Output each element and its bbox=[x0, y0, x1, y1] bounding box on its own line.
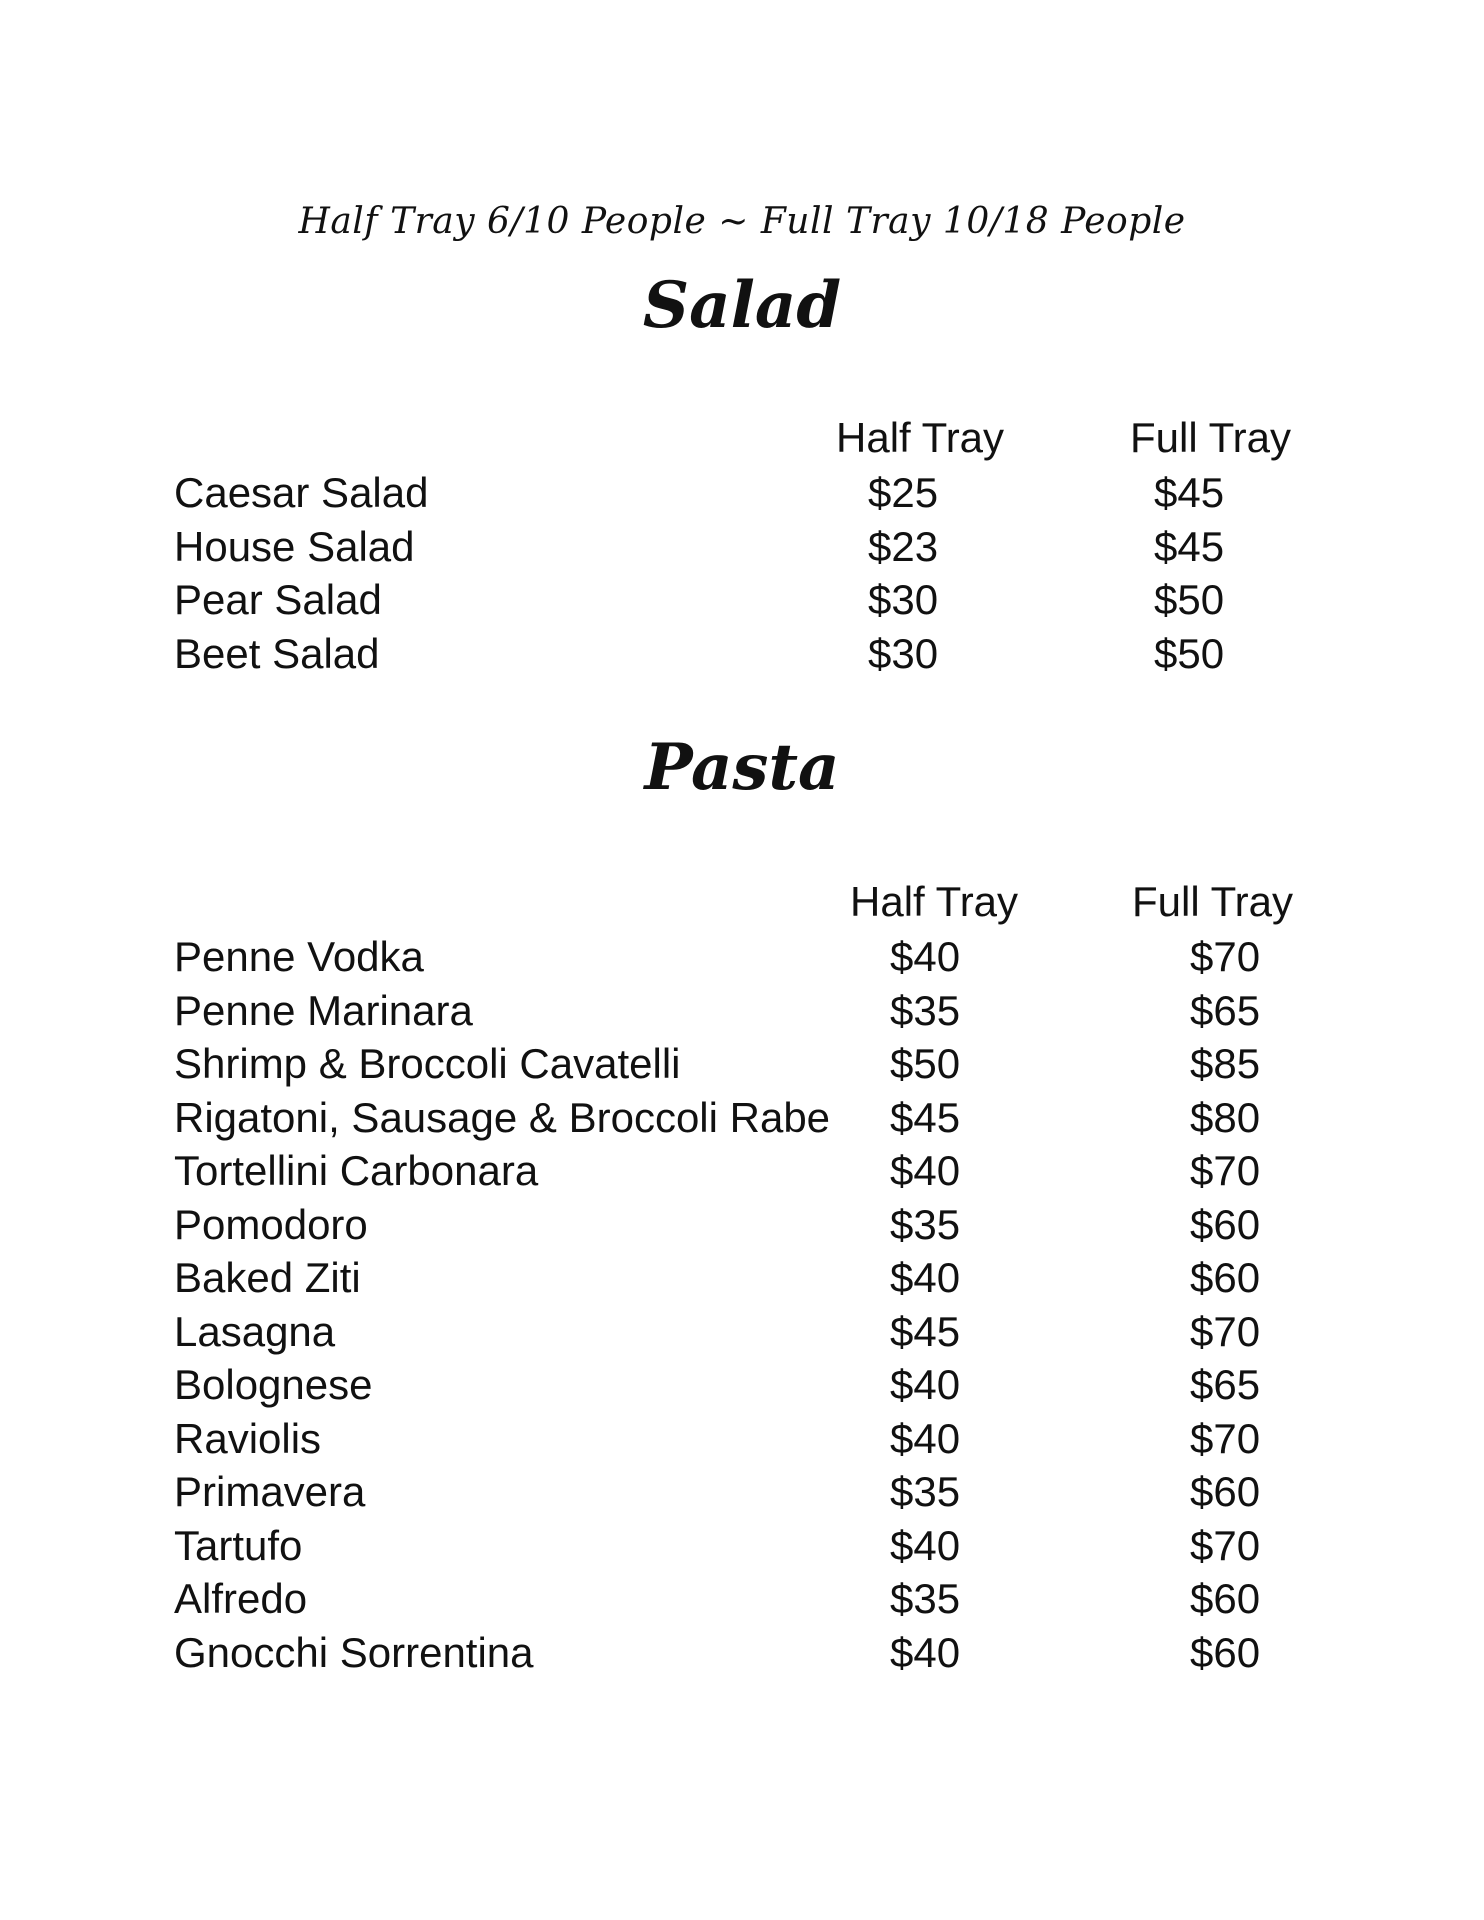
half-tray-price: $35 bbox=[890, 1200, 961, 1248]
pasta-half-tray-header: Half Tray bbox=[850, 878, 1019, 925]
menu-item-row bbox=[0, 1519, 1484, 1573]
full-tray-price: $70 bbox=[1190, 1307, 1261, 1355]
half-tray-price: $25 bbox=[868, 469, 939, 516]
full-tray-price: $45 bbox=[1154, 469, 1225, 516]
full-tray-price: $60 bbox=[1190, 1575, 1261, 1622]
half-tray-price: $23 bbox=[868, 522, 939, 570]
pasta-full-tray-header: Full Tray bbox=[1132, 878, 1294, 925]
full-tray-price: $60 bbox=[1190, 1200, 1261, 1248]
half-tray-price: $40 bbox=[890, 933, 961, 980]
tray-size-tagline: Half Tray 6/10 People ~ Full Tray 10/18 People bbox=[298, 201, 1186, 242]
full-tray-price: $45 bbox=[1154, 522, 1225, 570]
menu-item-name: Pear Salad bbox=[174, 576, 382, 623]
menu-item-row bbox=[0, 1091, 1484, 1145]
half-tray-price: $45 bbox=[890, 1307, 961, 1355]
menu-item-row bbox=[0, 627, 1484, 681]
half-tray-price: $45 bbox=[890, 1093, 961, 1141]
menu-item-row bbox=[0, 1198, 1484, 1252]
menu-item-row bbox=[0, 930, 1484, 984]
menu-item-row bbox=[0, 1465, 1484, 1519]
menu-item-name: Tartufo bbox=[174, 1521, 303, 1569]
menu-item-name: House Salad bbox=[174, 522, 415, 570]
menu-item-row bbox=[0, 984, 1484, 1038]
half-tray-price: $35 bbox=[890, 986, 961, 1034]
full-tray-price: $60 bbox=[1190, 1468, 1261, 1515]
menu-item-row bbox=[0, 1305, 1484, 1359]
full-tray-price: $80 bbox=[1190, 1093, 1261, 1141]
half-tray-price: $35 bbox=[890, 1575, 961, 1622]
half-tray-price: $30 bbox=[868, 576, 939, 623]
menu-item-name: Lasagna bbox=[174, 1307, 336, 1355]
menu-item-name: Tortellini Carbonara bbox=[174, 1147, 539, 1194]
full-tray-price: $60 bbox=[1190, 1628, 1261, 1676]
menu-item-row bbox=[0, 466, 1484, 520]
menu-item-name: Penne Marinara bbox=[174, 986, 473, 1034]
menu-item-name: Bolognese bbox=[174, 1361, 373, 1408]
menu-item-name: Primavera bbox=[174, 1468, 366, 1515]
menu-item-name: Shrimp & Broccoli Cavatelli bbox=[174, 1040, 681, 1087]
full-tray-price: $70 bbox=[1190, 933, 1261, 980]
menu-item-row bbox=[0, 1144, 1484, 1198]
full-tray-price: $60 bbox=[1190, 1254, 1261, 1301]
half-tray-price: $40 bbox=[890, 1628, 961, 1676]
menu-item-name: Beet Salad bbox=[174, 629, 380, 677]
menu-item-name: Baked Ziti bbox=[174, 1254, 361, 1301]
half-tray-price: $35 bbox=[890, 1468, 961, 1515]
full-tray-price: $65 bbox=[1190, 986, 1261, 1034]
half-tray-price: $30 bbox=[868, 629, 939, 677]
pasta-section-title: Pasta bbox=[644, 730, 840, 805]
full-tray-price: $65 bbox=[1190, 1361, 1261, 1408]
menu-item-name: Gnocchi Sorrentina bbox=[174, 1628, 534, 1676]
menu-item-name: Caesar Salad bbox=[174, 469, 429, 516]
salad-full-tray-header: Full Tray bbox=[1130, 414, 1292, 461]
full-tray-price: $70 bbox=[1190, 1521, 1261, 1569]
half-tray-price: $40 bbox=[890, 1414, 961, 1462]
full-tray-price: $50 bbox=[1154, 629, 1225, 677]
salad-menu-list bbox=[0, 466, 1484, 680]
menu-item-row bbox=[0, 573, 1484, 627]
half-tray-price: $50 bbox=[890, 1040, 961, 1087]
half-tray-price: $40 bbox=[890, 1147, 961, 1194]
salad-section-title: Salad bbox=[642, 268, 842, 343]
menu-item-row bbox=[0, 1626, 1484, 1680]
menu-item-row bbox=[0, 1251, 1484, 1305]
menu-item-name: Rigatoni, Sausage & Broccoli Rabe bbox=[174, 1093, 831, 1141]
full-tray-price: $70 bbox=[1190, 1147, 1261, 1194]
half-tray-price: $40 bbox=[890, 1254, 961, 1301]
menu-item-row bbox=[0, 1358, 1484, 1412]
full-tray-price: $70 bbox=[1190, 1414, 1261, 1462]
menu-item-name: Alfredo bbox=[174, 1575, 308, 1622]
menu-item-row bbox=[0, 1412, 1484, 1466]
menu-item-row bbox=[0, 1037, 1484, 1091]
full-tray-price: $85 bbox=[1190, 1040, 1261, 1087]
half-tray-price: $40 bbox=[890, 1361, 961, 1408]
menu-item-name: Raviolis bbox=[174, 1414, 322, 1462]
menu-item-row bbox=[0, 520, 1484, 574]
pasta-menu-list bbox=[0, 930, 1484, 1679]
full-tray-price: $50 bbox=[1154, 576, 1225, 623]
menu-item-name: Pomodoro bbox=[174, 1200, 368, 1248]
menu-item-name: Penne Vodka bbox=[174, 933, 424, 980]
salad-half-tray-header: Half Tray bbox=[836, 414, 1005, 461]
menu-item-row bbox=[0, 1572, 1484, 1626]
half-tray-price: $40 bbox=[890, 1521, 961, 1569]
